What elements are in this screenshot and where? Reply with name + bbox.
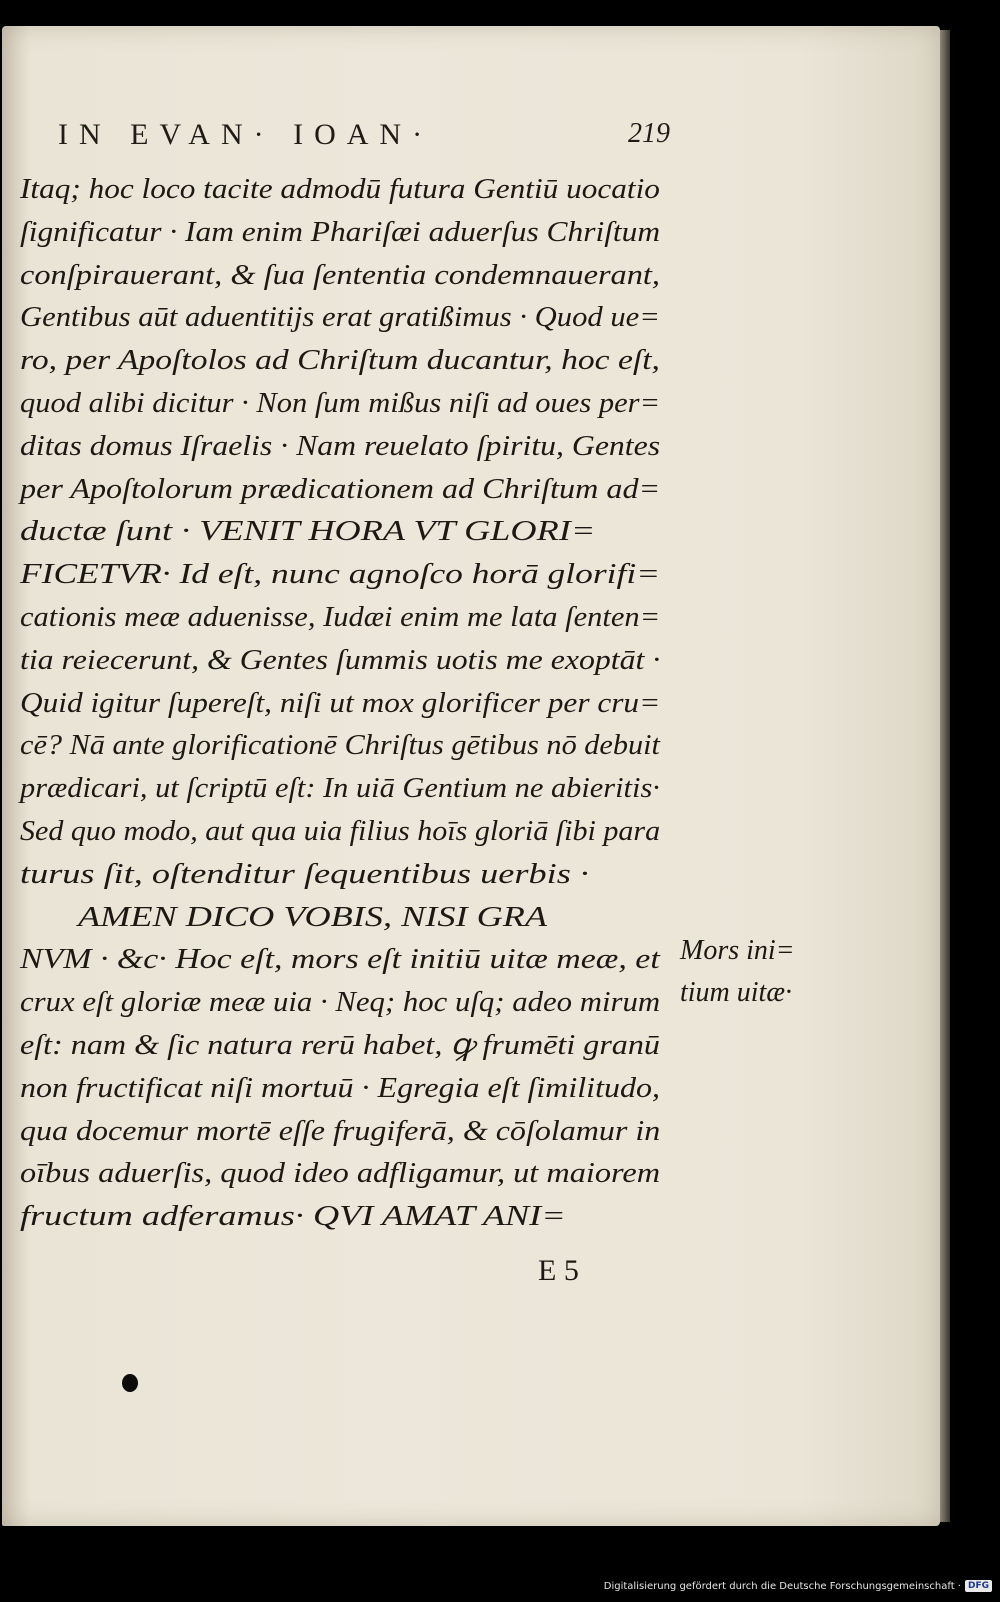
digitization-footer: [604, 1580, 992, 1592]
text-line: Itaq; hoc loco tacite admodū futura Gentiū uocatio: [20, 173, 660, 205]
text-line: tia reiecerunt, & Gentes ſummis uotis me exoptāt ·: [20, 643, 661, 676]
marginal-note-line: tium uitæ·: [680, 977, 793, 1008]
text-line: AMEN DICO VOBIS, NISI GRA: [78, 900, 548, 933]
text-line: non fructificat niſi mortuū · Egregia eſt ſimilitudo,: [20, 1071, 660, 1104]
marginal-note-line: Mors ini=: [680, 935, 795, 966]
marginal-note: [680, 930, 830, 1014]
text-line: ditas domus Iſraelis · Nam reuelato ſpiritu, Gentes: [20, 429, 661, 462]
text-line: conſpirauerant, & ſua ſententia condemnauerant,: [20, 258, 661, 291]
page-edge: [940, 30, 950, 1522]
text-line: oībus aduerſis, quod ideo adfligamur, ut maiorem: [20, 1157, 661, 1190]
ink-spot: [122, 1374, 138, 1392]
text-line: eſt: nam & ſic natura rerū habet, ꝙ frumēti granū: [20, 1028, 660, 1061]
dfg-logo-icon: DFG: [965, 1580, 992, 1592]
text-line: quod alibi dicitur · Non ſum mißus niſi ad oues per=: [20, 386, 661, 419]
text-line: NVM · &c· Hoc eſt, mors eſt initiū uitæ meæ, et: [20, 943, 660, 976]
text-line: Gentibus aūt aduentitijs erat gratißimus · Quod ue=: [20, 301, 660, 334]
page-number: 219: [628, 118, 670, 149]
main-text-block: [20, 168, 680, 1238]
text-line: Quid igitur ſupereſt, niſi ut mox glorificer per cru=: [20, 686, 661, 719]
text-line: turus ſit, oſtenditur ſequentibus uerbis ·: [20, 857, 589, 890]
text-line: FICETVR· Id eſt, nunc agnoſco horā glorifi=: [20, 558, 661, 591]
text-line: ro, per Apoſtolos ad Chriſtum ducantur, hoc eſt,: [20, 344, 660, 377]
running-title: IN EVAN· IOAN·: [58, 118, 434, 151]
text-line: per Apoſtolorum prædicationem ad Chriſtum ad=: [20, 472, 661, 505]
text-line: qua docemur mortē eſſe frugiferā, & cōſolamur in: [20, 1114, 661, 1147]
text-line: ductæ ſunt · VENIT HORA VT GLORI=: [20, 515, 596, 548]
text-line: prædicari, ut ſcriptū eſt: In uiā Gentium ne abieritis·: [20, 772, 660, 805]
text-line: crux eſt gloriæ meæ uia · Neq; hoc uſq; adeo mirum: [20, 986, 661, 1019]
text-line: fructum adferamus· QVI AMAT ANI=: [20, 1200, 566, 1233]
text-line: Sed quo modo, aut qua uia filius hoīs gloriā ſibi para: [20, 814, 661, 847]
text-line: cationis meæ aduenisse, Iudæi enim me lata ſenten=: [20, 600, 661, 633]
text-line: ſignificatur · Iam enim Phariſæi aduerſus Chriſtum: [20, 215, 661, 248]
text-line: cē? Nā ante glorificationē Chriſtus gētibus nō debuit: [20, 729, 660, 762]
footer-credit: Digitalisierung gefördert durch die Deutsche Forschungsgemeinschaft ·: [603, 1580, 961, 1592]
signature-mark: E 5: [538, 1254, 579, 1287]
